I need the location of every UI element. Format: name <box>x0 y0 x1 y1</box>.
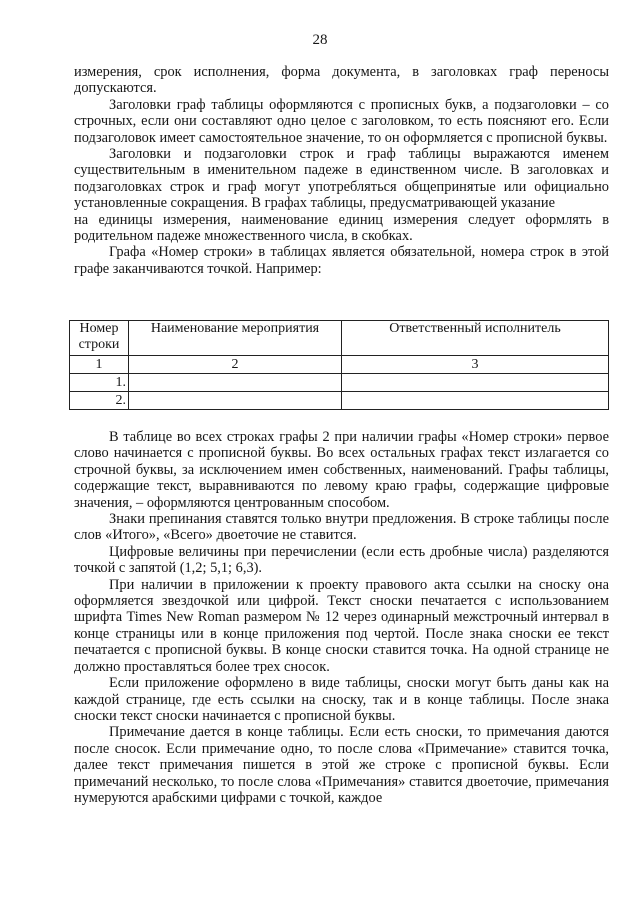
paragraph: Графа «Номер строки» в таблицах является обязательной, номера строк в этой графе заканчиваются точкой. Например: <box>74 244 609 277</box>
paragraph: Цифровые величины при перечислении (если есть дробные числа) разделяются точкой с запятой (1,2; 5,1; 6,3). <box>74 543 609 577</box>
paragraph: Заголовки граф таблицы оформляются с прописных букв, а подзаголовки – со строчных, если они составляют одно целое с заголовком, то есть поясняют его. Если подзаголовок имеет самостоятельное значение, то он оформляется с прописной буквы. <box>74 96 609 146</box>
table-row <box>70 374 609 392</box>
paragraph: В таблице во всех строках графы 2 при наличии графы «Номер строки» первое слово начинается с прописной буквы. Во всех остальных графах текст излагается со строчной буквы, за исключением имен собственных, наименований. Графы таблицы, содержащие текст, выравниваются по левому краю графы, содержащие цифровые значения, – оформляются центрованным способом. <box>74 429 609 511</box>
paragraph: на единицы измерения, наименование единиц измерения следует оформлять в родительном падеже множественного числа, в скобках. <box>74 211 609 245</box>
paragraph: При наличии в приложении к проекту правового акта ссылки на сноску она оформляется звездочкой или цифрой. Текст сноски печатается с использованием шрифта Times New Roman размером № 12 через одинарный межстрочный интервал в конце страницы или в конце приложения под чертой. После знака сноски ее текст печатается с прописной буквы. В конце сноски ставится точка. На одной странице не должно проставляться более трех сносок. <box>74 576 609 675</box>
table-cell <box>129 374 342 392</box>
table-cell: 1 <box>70 356 129 374</box>
table-cell: 2 <box>129 356 342 374</box>
example-table <box>69 320 609 410</box>
table-cell <box>342 374 609 392</box>
header-responsible: Ответственный исполнитель <box>342 321 609 356</box>
table-cell <box>342 392 609 410</box>
text-block-top <box>74 64 609 277</box>
paragraph: Если приложение оформлено в виде таблицы, сноски могут быть даны как на каждой странице, где есть ссылки на сноску, так и в конце таблицы. После знака сноски текст сноски начинается с прописной буквы. <box>74 675 609 724</box>
table-cell <box>129 392 342 410</box>
table-row <box>70 392 609 410</box>
table-cell: 2. <box>70 392 129 410</box>
table-cell: 1. <box>70 374 129 392</box>
header-event-name: Наименование мероприятия <box>129 321 342 356</box>
table-numbering-row <box>70 356 609 374</box>
paragraph: Заголовки и подзаголовки строк и граф таблицы выражаются именем существительным в именительном падеже в единственном числе. В заголовках и подзаголовках строк и граф могут употребляться общепринятые или официально установленные сокращения. В графах таблицы, предусматривающей указание <box>74 146 609 212</box>
paragraph: измерения, срок исполнения, форма документа, в заголовках граф переносы допускаются. <box>74 64 609 97</box>
table-header-row <box>70 321 609 356</box>
paragraph: Примечание дается в конце таблицы. Если есть сноски, то примечания даются после сносок. Если примечание одно, то после слова «Примечание» ставится точка, далее текст примечания пишется в этой же строке с прописной буквы. Если примечаний несколько, то после слова «Примечания» ставится двоеточие, примечания нумеруются арабскими цифрами с точкой, каждое <box>74 724 609 806</box>
table-cell: 3 <box>342 356 609 374</box>
header-row-number: Номер строки <box>70 321 129 356</box>
paragraph: Знаки препинания ставятся только внутри предложения. В строке таблицы после слов «Итого», «Всего» двоеточие не ставится. <box>74 511 609 544</box>
page-number: 28 <box>312 32 328 48</box>
text-block-bottom <box>74 429 609 806</box>
